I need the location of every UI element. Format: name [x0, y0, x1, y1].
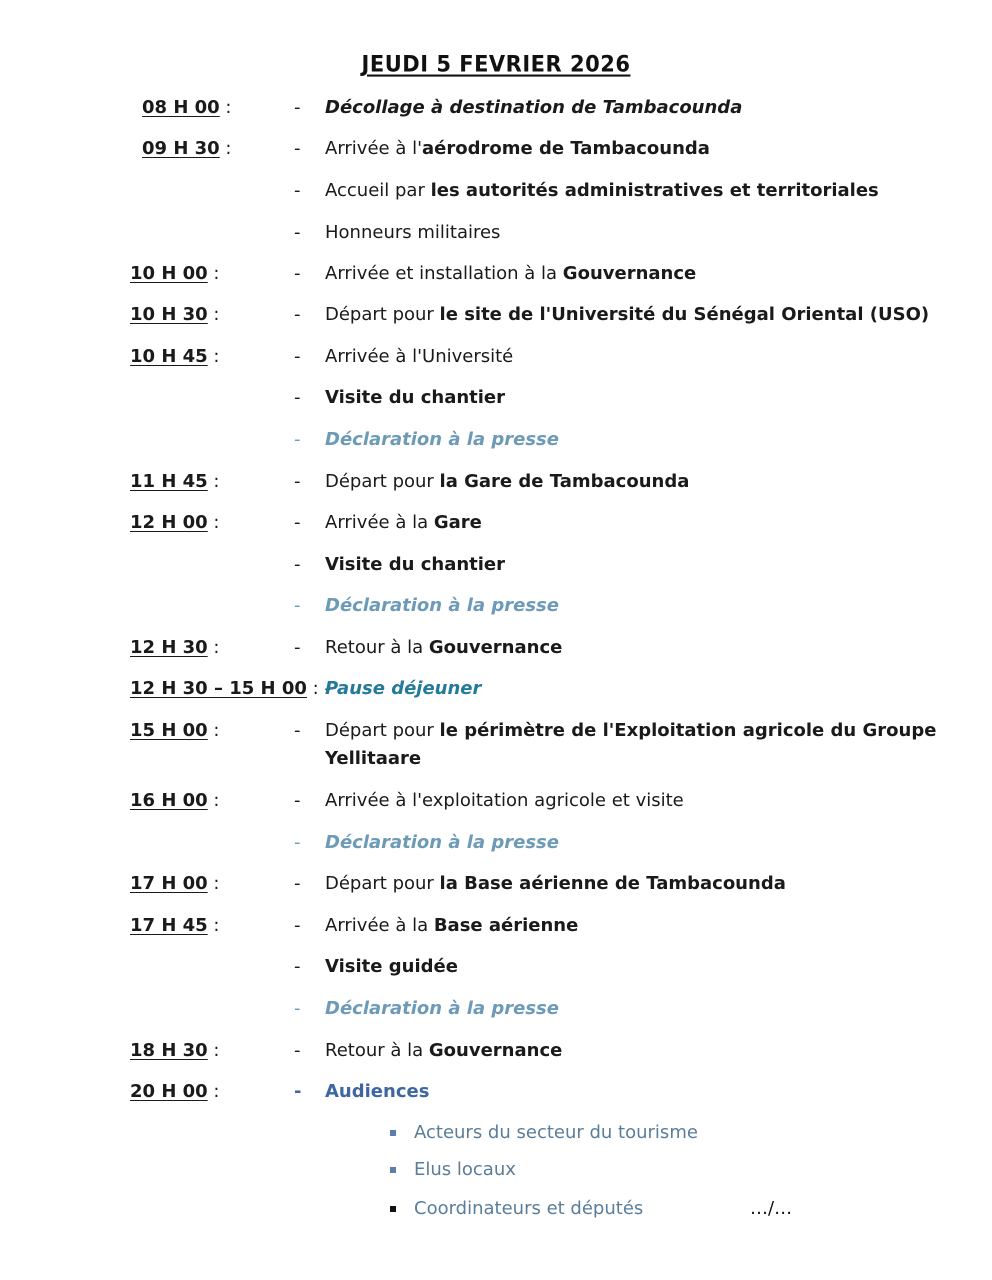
dash-marker: -	[294, 873, 301, 894]
activity-segment: Visite du chantier	[325, 554, 506, 575]
schedule-row	[0, 786, 992, 816]
dash-marker: -	[294, 429, 301, 450]
activity-segment: Gouvernance	[428, 1040, 563, 1061]
time-value: 15 H 00	[130, 720, 208, 741]
dash-marker: -	[294, 637, 301, 658]
activity-segment: le périmètre de l'Exploitation agricole du Groupe	[439, 720, 937, 741]
dash-marker: -	[294, 471, 301, 492]
audience-item	[0, 1118, 992, 1148]
activity-segment: Retour à la	[325, 1040, 429, 1061]
schedule-row	[0, 134, 992, 164]
activity-segment: Pause déjeuner	[325, 678, 482, 699]
dash-marker: -	[294, 790, 301, 811]
activity-segment: Départ pour	[325, 471, 440, 492]
schedule-row	[0, 828, 992, 858]
time-separator: :	[207, 637, 220, 658]
time-label	[130, 300, 220, 330]
activity-text	[325, 716, 936, 746]
activity-text	[325, 550, 505, 580]
activity-segment: Audiences	[325, 1081, 430, 1102]
activity-segment: Arrivée à l'exploitation agricole et visite	[325, 790, 684, 811]
schedule-row	[0, 300, 992, 330]
schedule-row	[0, 744, 992, 774]
activity-text	[325, 869, 786, 899]
time-label	[130, 467, 220, 497]
time-value: 16 H 00	[130, 790, 208, 811]
dash-marker: -	[294, 512, 301, 533]
schedule-row	[0, 911, 992, 941]
activity-segment: Arrivée à la	[325, 512, 434, 533]
time-label	[130, 633, 220, 663]
schedule-row	[0, 633, 992, 663]
dash-marker: -	[294, 304, 301, 325]
time-value: 10 H 45	[130, 346, 208, 367]
activity-text	[325, 383, 505, 413]
activity-segment: le site de l'Université du Sénégal Oriental (USO)	[439, 304, 930, 325]
activity-text	[325, 744, 421, 774]
activity-text	[325, 425, 559, 455]
activity-segment: Arrivée à la	[325, 915, 434, 936]
activity-segment: Arrivée à l'Université	[325, 346, 514, 367]
time-value: 12 H 30 – 15 H 00	[130, 678, 307, 699]
schedule-row	[0, 467, 992, 497]
activity-segment: Départ pour	[325, 873, 440, 894]
schedule-row	[0, 716, 992, 746]
audience-label: Acteurs du secteur du tourisme	[414, 1122, 698, 1143]
activity-segment: les autorités administratives et territoriales	[430, 180, 879, 201]
audience-item	[0, 1155, 992, 1185]
activity-text	[325, 952, 458, 982]
activity-text	[325, 93, 742, 123]
time-separator: :	[207, 1081, 220, 1102]
time-label	[142, 93, 232, 123]
activity-segment: Déclaration à la presse	[325, 998, 559, 1019]
square-bullet-icon	[390, 1167, 396, 1173]
time-separator: :	[207, 915, 220, 936]
time-value: 12 H 30	[130, 637, 208, 658]
schedule-row	[0, 550, 992, 580]
date-heading: JEUDI 5 FEVRIER 2026	[361, 51, 631, 77]
time-label	[142, 134, 232, 164]
activity-text	[325, 828, 559, 858]
dash-marker: -	[294, 138, 301, 159]
time-value: 11 H 45	[130, 471, 208, 492]
schedule-row	[0, 425, 992, 455]
dash-marker: -	[294, 97, 301, 118]
activity-segment: Déclaration à la presse	[325, 832, 559, 853]
square-bullet-icon	[390, 1206, 396, 1212]
audience-item	[0, 1194, 992, 1224]
time-label	[130, 508, 220, 538]
schedule-row	[0, 93, 992, 123]
page-title	[0, 52, 992, 76]
dash-marker: -	[294, 956, 301, 977]
activity-text	[325, 674, 481, 704]
activity-segment: Yellitaare	[325, 748, 422, 769]
dash-marker: -	[294, 554, 301, 575]
time-separator: :	[207, 1040, 220, 1061]
activity-text	[325, 1077, 429, 1107]
time-separator: : -	[306, 678, 331, 699]
time-label	[130, 259, 220, 289]
time-separator: :	[207, 873, 220, 894]
activity-segment: Décollage à destination de Tambacounda	[325, 97, 743, 118]
time-value: 17 H 00	[130, 873, 208, 894]
dash-marker: -	[294, 832, 301, 853]
activity-segment: la Base aérienne de Tambacounda	[439, 873, 786, 894]
dash-marker: -	[294, 222, 301, 243]
activity-text	[325, 467, 689, 497]
time-value: 10 H 30	[130, 304, 208, 325]
time-separator: :	[207, 720, 220, 741]
activity-text	[325, 591, 559, 621]
time-value: 09 H 30	[142, 138, 220, 159]
time-value: 17 H 45	[130, 915, 208, 936]
dash-marker: -	[294, 180, 301, 201]
activity-segment: Gouvernance	[428, 637, 563, 658]
dash-marker: -	[294, 1040, 301, 1061]
time-value: 18 H 30	[130, 1040, 208, 1061]
schedule-row	[0, 591, 992, 621]
activity-segment: Arrivée à l'	[325, 138, 423, 159]
activity-segment: Visite du chantier	[325, 387, 506, 408]
schedule-row	[0, 1077, 992, 1107]
dash-marker: -	[294, 387, 301, 408]
activity-segment: Gouvernance	[562, 263, 697, 284]
activity-text	[325, 259, 696, 289]
time-label	[130, 911, 220, 941]
audience-label: Elus locaux	[414, 1159, 516, 1180]
schedule-row	[0, 952, 992, 982]
activity-segment: la Gare de Tambacounda	[439, 471, 690, 492]
time-label	[130, 674, 331, 704]
time-value: 08 H 00	[142, 97, 220, 118]
schedule-row	[0, 259, 992, 289]
schedule-row	[0, 994, 992, 1024]
time-value: 20 H 00	[130, 1081, 208, 1102]
activity-segment: Base aérienne	[433, 915, 579, 936]
time-separator: :	[207, 512, 220, 533]
time-label	[130, 1036, 220, 1066]
time-label	[130, 786, 220, 816]
schedule-row	[0, 869, 992, 899]
activity-segment: Visite guidée	[325, 956, 458, 977]
schedule-row	[0, 508, 992, 538]
dash-marker: -	[294, 998, 301, 1019]
time-separator: :	[219, 97, 232, 118]
activity-segment: Retour à la	[325, 637, 429, 658]
activity-segment: Arrivée et installation à la	[325, 263, 563, 284]
time-label	[130, 869, 220, 899]
dash-marker: -	[294, 263, 301, 284]
square-bullet-icon	[390, 1130, 396, 1136]
dash-marker: -	[294, 346, 301, 367]
activity-text	[325, 633, 562, 663]
activity-segment: Déclaration à la presse	[325, 595, 559, 616]
activity-text	[325, 786, 684, 816]
activity-text	[325, 342, 513, 372]
dash-marker: -	[294, 595, 301, 616]
activity-text	[325, 911, 578, 941]
time-separator: :	[207, 471, 220, 492]
time-label	[130, 342, 220, 372]
activity-segment: Départ pour	[325, 720, 440, 741]
dash-marker: -	[294, 1081, 302, 1102]
time-separator: :	[207, 346, 220, 367]
activity-text	[325, 218, 500, 248]
schedule-row	[0, 383, 992, 413]
time-separator: :	[219, 138, 232, 159]
activity-segment: Départ pour	[325, 304, 440, 325]
time-value: 10 H 00	[130, 263, 208, 284]
time-separator: :	[207, 790, 220, 811]
schedule-row	[0, 218, 992, 248]
time-separator: :	[207, 263, 220, 284]
activity-segment: aérodrome de Tambacounda	[422, 138, 710, 159]
activity-text	[325, 1036, 562, 1066]
time-separator: :	[207, 304, 220, 325]
continuation-marker: …/…	[750, 1198, 793, 1219]
activity-segment: Déclaration à la presse	[325, 429, 559, 450]
activity-text	[325, 508, 482, 538]
dash-marker: -	[294, 915, 301, 936]
schedule-row	[0, 342, 992, 372]
schedule-row	[0, 674, 992, 704]
dash-marker: -	[294, 720, 301, 741]
activity-segment: Gare	[433, 512, 482, 533]
time-label	[130, 716, 220, 746]
time-label	[130, 1077, 220, 1107]
time-value: 12 H 00	[130, 512, 208, 533]
activity-text	[325, 300, 929, 330]
activity-text	[325, 134, 710, 164]
activity-text	[325, 994, 559, 1024]
schedule-row	[0, 176, 992, 206]
activity-text	[325, 176, 879, 206]
audience-label: Coordinateurs et députés	[414, 1198, 644, 1219]
activity-segment: Accueil par	[325, 180, 431, 201]
activity-segment: Honneurs militaires	[325, 222, 501, 243]
schedule-row	[0, 1036, 992, 1066]
